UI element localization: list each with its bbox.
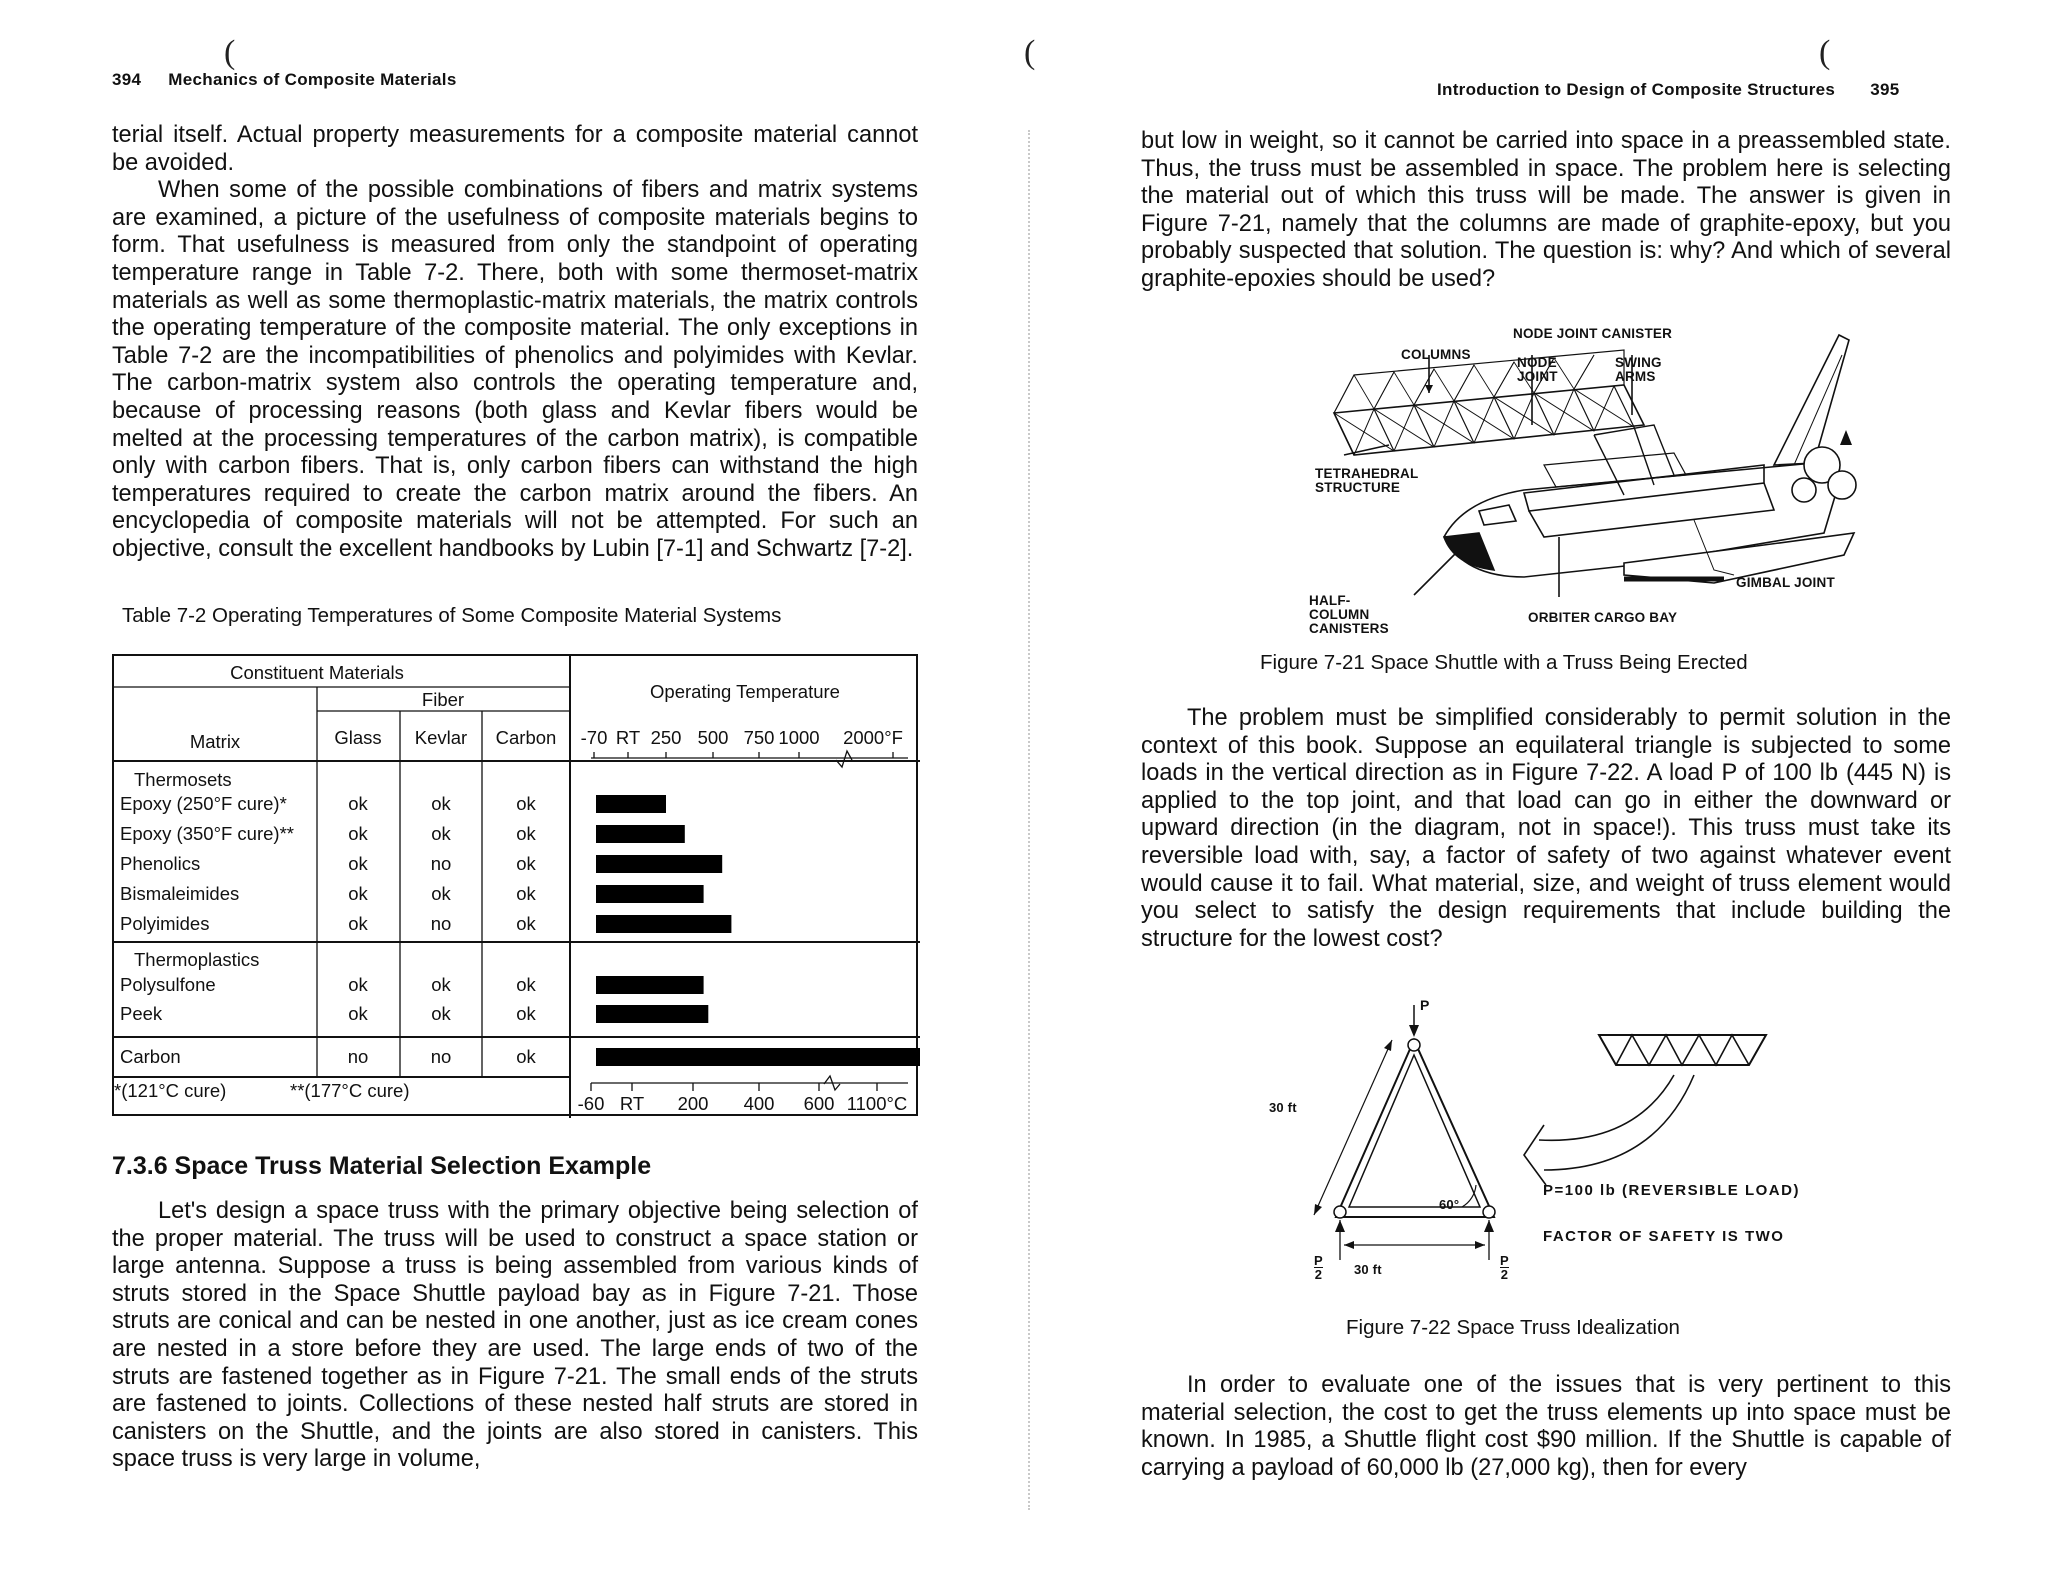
carbon-value: ok (516, 883, 536, 904)
kevlar-value: ok (431, 974, 451, 995)
footnote-121c: *(121°C cure) (114, 1080, 227, 1101)
section-heading: 7.3.6 Space Truss Material Selection Example (112, 1152, 652, 1180)
paragraph: In order to evaluate one of the issues that is very pertinent to this material selection, the cost to get the truss elements up into space must be known. In 1985, a Shuttle flight cost $90 million. If the Shuttle is capable of carrying a payload of 60,000 lb (27,000 kg), then for every (1141, 1372, 1951, 1481)
label-side-30ft: 30 ft (1269, 1100, 1297, 1115)
label-base-30ft: 30 ft (1354, 1262, 1382, 1277)
temperature-bar (596, 1005, 708, 1023)
scan-mark: ( (1024, 34, 1036, 71)
label-gimbal-joint: GIMBAL JOINT (1736, 575, 1835, 590)
carbon-value: ok (516, 853, 536, 874)
header-kevlar: Kevlar (414, 727, 468, 748)
carbon-value: ok (516, 974, 536, 995)
body-text-bottom-right (1141, 1372, 1951, 1482)
label-half-load-right (1500, 1254, 1509, 1281)
kevlar-value: ok (431, 1003, 451, 1024)
header-matrix: Matrix (189, 731, 241, 752)
group-thermosets: Thermosets (134, 769, 232, 790)
paragraph: The problem must be simplified considerably to permit solution in the context of this book. Suppose an equilateral triangle is subjected to some loads in the vertical direction as in Figure 7-22. A load P of 100 lb (445 N) is applied to the top joint, and that load can go in either the downward or upward direction (in the diagram, not in space!). This truss must take its reversible load with, say, a factor of safety of two against whatever event would cause it to fail. What material, size, and weight of truss element would you select to satisfy the design requirements that include building the structure for the lowest cost? (1141, 705, 1951, 952)
half-load-denominator: 2 (1500, 1267, 1509, 1282)
page-number-right: 395 (1870, 80, 1900, 99)
label-tetrahedral-structure: TETRAHEDRAL STRUCTURE (1315, 466, 1419, 495)
body-text-top-left (112, 122, 918, 564)
paragraph: When some of the possible combinations of fibers and matrix systems are examined, a picture of the usefulness of composite materials begins to form. That usefulness is measured from only the standpoint of operating temperature range in Table 7-2. There, both with some thermoset-matrix materials as well as some thermoplastic-matrix materials, the matrix controls the operating temperature of the composite material. The only exceptions in Table 7-2 are the incompatibilities of phenolics and polyimides with Kevlar. The carbon-matrix system also controls the operating temperature and, because of processing reasons (both glass and Kevlar fibers would be melted at the processing temperatures of the carbon matrix), is compatible only with carbon fibers. That is, only carbon fibers can withstand the high temperatures required to create the carbon matrix around the fibers. An encyclopedia of composite materials will not be attempted. For such an objective, consult the excellent handbooks by Lubin [7-1] and Schwartz [7-2]. (112, 177, 918, 562)
axis-break-top (836, 751, 852, 767)
figure-7-22-caption: Figure 7-22 Space Truss Idealization (1346, 1316, 1680, 1339)
paragraph: Let's design a space truss with the primary objective being selection of the proper material. The truss will be used to construct a space station or large antenna. Suppose a truss is being assembled from various kinds of struts stored in the Space Shuttle payload bay as in Figure 7-21. Those struts are conical and can be nested in one another, just as ice cream cones are nested in a store before they are used. The large ends of two of the struts are fastened together as in Figure 7-21. The small ends of the struts are fastened to joints. Collections of these nested half struts are stored in canisters on the Shuttle, and the joints are also stored in canisters. This space truss is very large in volume, (112, 1198, 918, 1473)
label-half-load-left (1314, 1254, 1323, 1281)
scan-mark: ( (224, 34, 236, 71)
glass-value: ok (348, 793, 368, 814)
figure-7-22-truss (1254, 995, 1894, 1295)
operating-temperature-table (112, 654, 918, 1116)
paragraph: but low in weight, so it cannot be carried into space in a preassembled state. Thus, the truss must be assembled in space. The problem here is selecting the material out of which this truss will be made. The answer is given in Figure 7-21, namely that the columns are made of graphite-epoxy, but you probably suspected that solution. The question is: why? And which of several graphite-epoxies should be used? (1141, 128, 1951, 292)
label-node-joint-canister: NODE JOINT CANISTER (1513, 326, 1673, 341)
glass-value: ok (348, 913, 368, 934)
glass-value: ok (348, 853, 368, 874)
matrix-name: Polysulfone (120, 974, 216, 995)
half-load-numerator: P (1314, 1253, 1323, 1268)
matrix-name: Carbon (120, 1046, 181, 1067)
label-swing-arms: SWING ARMS (1615, 355, 1662, 384)
kevlar-value: ok (431, 823, 451, 844)
running-head-title-left: Mechanics of Composite Materials (168, 70, 457, 89)
matrix-name: Bismaleimides (120, 883, 240, 904)
axis-top-label: 500 (697, 727, 729, 748)
label-node-joint: NODE JOINT (1517, 355, 1558, 384)
axis-top-label: 1000 (778, 727, 820, 748)
kevlar-value: no (430, 913, 452, 934)
scan-mark: ( (1819, 34, 1831, 71)
axis-top-label: 750 (743, 727, 775, 748)
matrix-name: Polyimides (120, 913, 210, 934)
running-head-left (112, 70, 457, 90)
axis-top-label: RT (615, 727, 641, 748)
label-angle-60: 60° (1439, 1197, 1460, 1212)
header-carbon: Carbon (495, 727, 557, 748)
label-half-column-canisters: HALF-COLUMN CANISTERS (1309, 593, 1389, 636)
axis-bottom-label: RT (619, 1093, 645, 1114)
running-head-title-right: Introduction to Design of Composite Structures (1437, 80, 1836, 99)
safety-note: FACTOR OF SAFETY IS TWO (1543, 1228, 1785, 1245)
kevlar-value: ok (431, 793, 451, 814)
body-text-top-right (1141, 128, 1951, 294)
page-number-left: 394 (112, 70, 142, 89)
axis-top-label: -70 (580, 727, 608, 748)
header-operating-temperature: Operating Temperature (650, 681, 840, 702)
glass-value: ok (348, 974, 368, 995)
temperature-bar (596, 976, 704, 994)
half-load-denominator: 2 (1314, 1267, 1323, 1282)
axis-bottom-label: -60 (577, 1093, 605, 1114)
body-text-middle-right (1141, 705, 1951, 953)
kevlar-value: ok (431, 883, 451, 904)
temperature-bar (596, 825, 685, 843)
kevlar-value: no (430, 1046, 452, 1067)
matrix-name: Epoxy (250°F cure)* (120, 793, 287, 814)
carbon-value: ok (516, 1046, 536, 1067)
carbon-value: ok (516, 823, 536, 844)
header-glass: Glass (334, 727, 382, 748)
running-head-right (1437, 80, 1900, 100)
group-thermoplastics: Thermoplastics (134, 949, 260, 970)
carbon-value: ok (516, 913, 536, 934)
axis-bottom-label: 1100°C (846, 1093, 908, 1114)
matrix-name: Phenolics (120, 853, 201, 874)
axis-bottom-label: 200 (677, 1093, 709, 1114)
paragraph: terial itself. Actual property measurements for a composite material cannot be avoided. (112, 122, 918, 176)
label-load-p: P (1420, 997, 1430, 1013)
label-columns: COLUMNS (1401, 347, 1471, 362)
matrix-name: Epoxy (350°F cure)** (120, 823, 294, 844)
temperature-bar (596, 795, 666, 813)
kevlar-value: no (430, 853, 452, 874)
temperature-bar (596, 915, 731, 933)
truss-idealization-drawing (1254, 995, 1894, 1295)
header-fiber: Fiber (421, 689, 465, 710)
axis-top-label: 250 (650, 727, 682, 748)
glass-value: ok (348, 1003, 368, 1024)
right-page (1024, 0, 2048, 1582)
carbon-value: ok (516, 793, 536, 814)
axis-bottom-label: 400 (743, 1093, 775, 1114)
body-text-bottom-left (112, 1198, 918, 1474)
axis-top-label: 2000°F (843, 727, 903, 748)
temperature-bar (596, 885, 704, 903)
header-constituent: Constituent Materials (230, 662, 404, 683)
half-load-numerator: P (1500, 1253, 1509, 1268)
load-note: P=100 lb (REVERSIBLE LOAD) (1543, 1182, 1800, 1199)
axis-bottom-label: 600 (803, 1093, 835, 1114)
carbon-value: ok (516, 1003, 536, 1024)
glass-value: ok (348, 883, 368, 904)
glass-value: no (347, 1046, 369, 1067)
label-orbiter-cargo-bay: ORBITER CARGO BAY (1528, 610, 1678, 625)
temperature-bar (596, 855, 722, 873)
table-caption: Table 7-2 Operating Temperatures of Some Composite Material Systems (122, 604, 782, 627)
glass-value: ok (348, 823, 368, 844)
temperature-bar (596, 1048, 920, 1066)
figure-7-21-caption: Figure 7-21 Space Shuttle with a Truss Being Erected (1260, 651, 1748, 674)
footnote-177c: **(177°C cure) (290, 1080, 410, 1101)
matrix-name: Peek (120, 1003, 163, 1024)
